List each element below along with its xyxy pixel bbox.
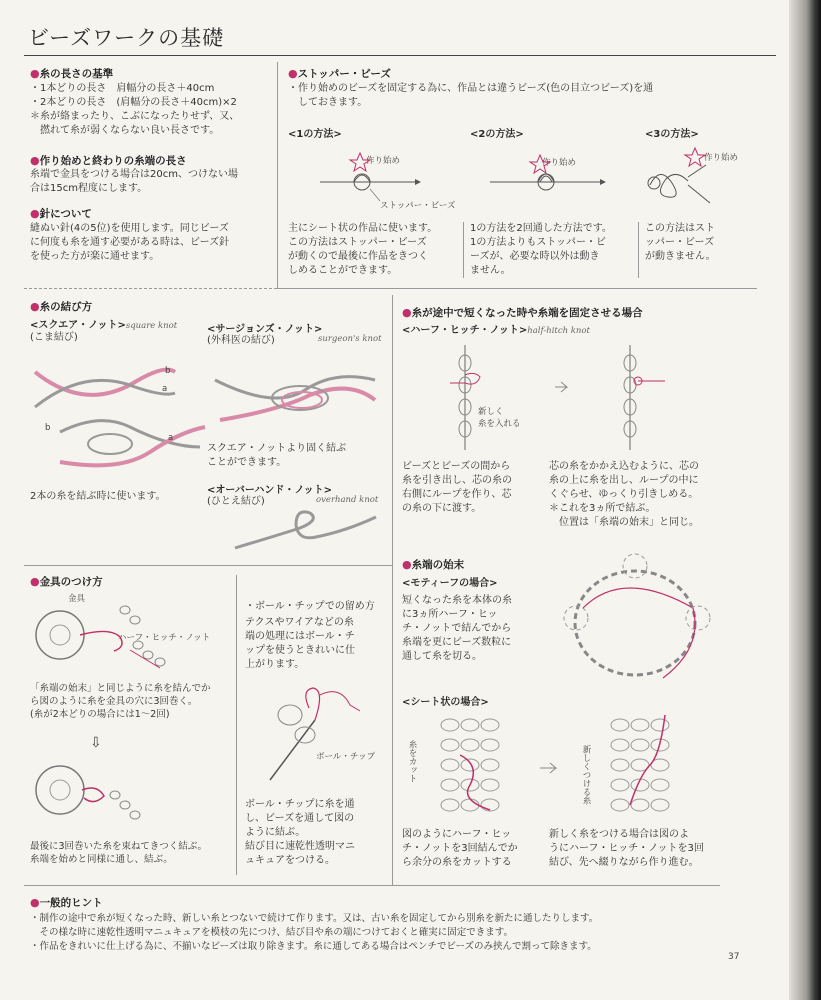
overhand-knot-en: overhand knot [316,495,379,505]
divider [392,295,393,555]
section-heading: ●金具のつけ方 [30,575,103,588]
surgeons-knot-text: スクエア・ノットより固く結ぶ ことができます。 [207,443,347,468]
start-label: 作り始め [366,156,401,166]
finding-diagram-2 [30,760,230,835]
method-label: <3の方法> [645,129,699,140]
needle-text: 縫ぬい針(4の5位)を使用します。同じビーズ に何度も糸を通す必要がある時は、ビーズ針 を使った方が楽に通せます。 [30,223,230,262]
sheet-diagram [405,710,715,820]
method-text: この方法はスト ッパー・ビーズ が動きません。 [645,223,716,262]
start-label: 作り始め [542,158,577,168]
book-spine-shadow [789,0,821,1000]
surgeons-knot-sub: (外科医の結び) [207,335,275,346]
page-number: 37 [728,952,740,962]
divider [236,575,237,875]
divider [277,288,757,289]
divider [24,885,720,886]
cut-thread-label: 糸をカット [407,740,417,783]
tips-text: ・制作の途中で糸が短くなった時、新しい糸とつないで続けて作ります。又は、古い糸を固定してから別糸を新たに通したりします。 その様な時に速乾性透明マニュキュアを模枝の先につけ、結び目や糸の端につけておくと確実に固定できます。 ・作品をきれいに仕上げる為に、不揃いなビーズは取り除きます。糸に通してある場合はペンチでビーズのみ挟んで割って除きます。 [30,913,599,952]
divider [463,222,464,278]
new-thread-label: 新しくつける糸 [581,745,591,805]
method-text: 1の方法を2回通した方法です。 1の方法よりもストッパー・ビ ーズが、必要な時以外は動き ません。 [470,223,612,276]
divider [24,565,392,566]
strand-label-a: a [162,384,168,394]
finding-diagram-1 [30,600,230,675]
half-hitch-diagram [440,345,680,455]
sheet-left-text: 図のようにハーフ・ヒッ チ・ノットを3回結んでか ら余分の糸をカットする [402,829,518,868]
divider [638,222,639,278]
divider [392,555,393,885]
overhand-knot-diagram [230,510,380,555]
half-hitch-label: ハーフ・ヒッチ・ノット [118,633,211,643]
sheet-right-text: 新しく糸をつける場合は図のよ うにハーフ・ヒッチ・ノットを3回 結び、先へ綴りながら作り進む。 [549,829,704,868]
section-heading: ●針について [30,207,92,220]
method-text: 主にシート状の作品に使います。 この方法はストッパー・ビーズ が動くので最後に作品をきつく しめることができます。 [288,223,438,276]
section-heading: ●糸が途中で短くなった時や糸端を固定させる場合 [402,306,643,319]
divider [24,288,277,289]
start-label: 作り始め [704,153,739,163]
section-heading: ●糸の長さの基準 [30,67,114,80]
stopper-intro: ・作り始めのビーズを固定する為に、作品とは違うビーズ(色の目立つビーズ)を通 しておきます。 [288,83,654,108]
motif-title: <モティーフの場合> [402,578,498,589]
surgeons-knot-en: surgeon's knot [318,334,382,344]
new-thread-label: 新しく 糸を入れる [478,407,521,429]
section-heading: ●糸の結び方 [30,300,93,313]
divider [277,62,278,288]
section-heading: ●糸端の始末 [402,558,465,571]
square-knot-title: <スクエア・ノット>square knot [30,320,178,331]
method-label: <2の方法> [470,129,524,140]
thread-length-text: ・1本どりの長さ 肩幅分の長さ＋40cm ・2本どりの長さ (肩幅分の長さ＋40cm)×2 ＊糸が絡まったり、こぶになったりせず、又、 撚れて糸が弱くならない良い長さです。 [30,83,240,136]
section-heading: ●ストッパー・ビーズ [288,67,391,80]
page-title: ビーズワークの基礎 [28,26,225,50]
section-heading: ●作り始めと終わりの糸端の長さ [30,154,187,167]
surgeons-knot-title: <サージョンズ・ノット> [207,324,323,335]
ball-chip-label: ボール・チップ [316,752,376,762]
strand-label-b: b [45,423,51,433]
findings-text-2: 最後に3回巻いた糸を束ねてきつく結ぶ。 糸端を始めと同様に通し、結ぶ。 [30,841,207,865]
down-arrow-icon: ⇩ [90,735,102,751]
finding-label: 金具 [68,594,86,604]
motif-diagram [548,548,723,693]
ball-chip-intro: テクスやワイアなどの糸 端の処理にはボール・チ ップを使うときれいに仕 上がります。 [245,617,355,670]
overhand-knot-sub: (ひとえ結び) [207,496,265,507]
overhand-knot-title: <オーバーハンド・ノット> [207,485,333,496]
square-knot-text: 2本の糸を結ぶ時に使います。 [30,491,166,502]
strand-label-b: b [165,366,171,376]
sheet-title: <シート状の場合> [402,697,489,708]
half-hitch-left-text: ビーズとビーズの間から 糸を引き出し、芯の糸の 右側にループを作り、芯 の糸の下に渡す。 [402,461,512,514]
thread-ends-text: 糸端で金具をつける場合は20cm、つけない場 合は15cm程度にします。 [30,169,238,194]
title-rule [24,55,776,56]
ball-chip-title: ・ボール・チップでの留め方 [245,601,375,612]
method-label: <1の方法> [288,129,342,140]
stopper-bead-diagrams [290,145,760,215]
stopper-bead-label: ストッパー・ビーズ [380,201,456,211]
half-hitch-title: <ハーフ・ヒッチ・ノット>half-hitch knot [402,325,590,336]
findings-text-1: 「糸端の始末」と同じように糸を結んでか ら図のように糸を金具の穴に3回巻く。 (糸が2本どりの場合には1〜2回) [30,683,211,720]
motif-text: 短くなった糸を本体の糸 に3ヵ所ハーフ・ヒッ チ・ノットで結んでから 糸端を更にビーズ数粒に 通して糸を切る。 [402,595,512,662]
square-knot-sub: (こま結び) [30,332,78,343]
strand-label-a: a [168,433,174,443]
half-hitch-right-text: 芯の糸をかかえ込むように、芯の 糸の上に糸を出し、ループの中に くぐらせ、ゆっくり引きしめる。 ＊これを3ヵ所で結ぶ。 位置は「糸端の始末」と同じ。 [549,461,699,528]
square-knot-diagram [30,352,210,482]
ball-chip-diagram [250,680,390,790]
surgeons-knot-diagram [210,360,385,435]
section-heading: ●一般的ヒント [30,896,103,909]
ball-chip-text: ボール・チップに糸を通 し、ビーズを通して図の ように結ぶ。 結び目に速乾性透明マニ ュキュアをつける。 [245,799,355,866]
